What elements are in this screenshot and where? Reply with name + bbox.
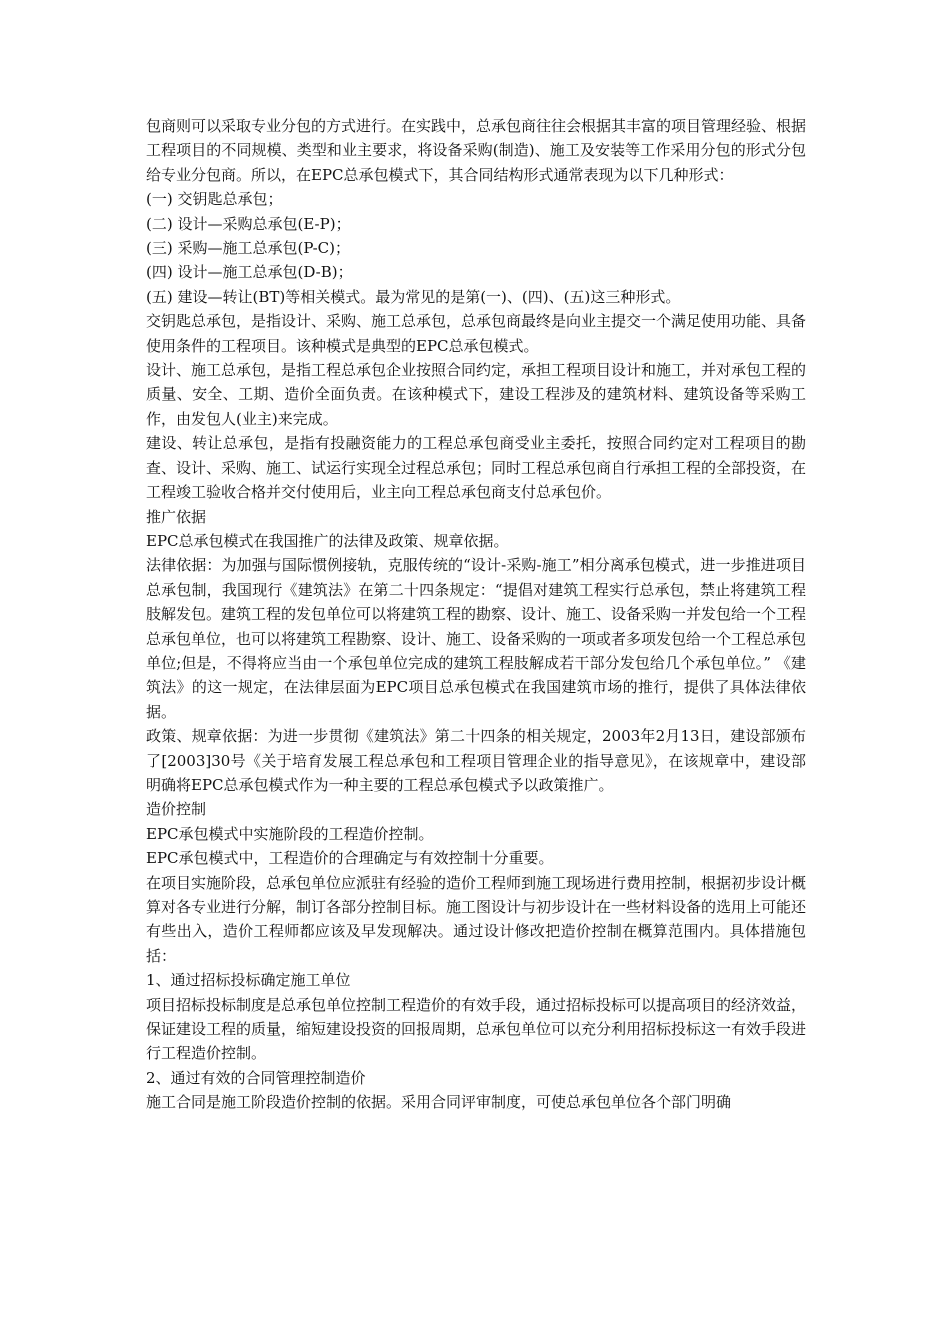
subheading-bidding: 1、通过招标投标确定施工单位	[146, 971, 351, 990]
list-item-design-procure: (二) 设计—采购总承包(E-P)；	[146, 214, 351, 233]
document-body	[146, 114, 806, 1115]
section-heading-promotion: 推广依据	[146, 507, 207, 526]
paragraph-implementation-stage: 在项目实施阶段，总承包单位应派驻有经验的造价工程师到施工现场进行费用控制，根据初步设计概算对各专业进行分解，制订各部分控制目标。施工图设计与初步设计在一些材料设备的选用上可能还有些出入，造价工程师都应该及早发现解决。通过设计修改把造价控制在概算范围内。具体措施包括：	[146, 873, 807, 965]
paragraph-turnkey: 交钥匙总承包，是指设计、采购、施工总承包，总承包商最终是向业主提交一个满足使用功能、具备使用条件的工程项目。该种模式是典型的EPC总承包模式。	[146, 312, 807, 355]
paragraph-bidding: 项目招标投标制度是总承包单位控制工程造价的有效手段，通过招标投标可以提高项目的经济效益，保证建设工程的质量，缩短建设投资的回报周期，总承包单位可以充分利用招标投标这一有效手段进行工程造价控制。	[146, 995, 807, 1063]
paragraph-policy-basis: 政策、规章依据：为进一步贯彻《建筑法》第二十四条的相关规定，2003年2月13日，建设部颁布了[2003]30号《关于培育发展工程总承包和工程项目管理企业的指导意见》，在该规章中，建设部明确将EPC总承包模式作为一种主要的工程总承包模式予以政策推广。	[146, 727, 806, 794]
paragraph-design-build: 设计、施工总承包，是指工程总承包企业按照合同约定，承担工程项目设计和施工，并对承包工程的质量、安全、工期、造价全面负责。在该种模式下，建设工程涉及的建筑材料、建筑设备等采购工作，由发包人(业主)来完成。	[146, 361, 807, 428]
list-item-design-build: (四) 设计—施工总承包(D-B)；	[146, 263, 353, 282]
subheading-contract-management: 2、通过有效的合同管理控制造价	[146, 1068, 366, 1087]
paragraph-legal-basis: 法律依据：为加强与国际惯例接轨，克服传统的“设计-采购-施工”相分离承包模式，进一步推进项目总承包制，我国现行《建筑法》在第二十四条规定：“提倡对建筑工程实行总承包，禁止将建筑工程肢解发包。建筑工程的发包单位可以将建筑工程的勘察、设计、施工、设备采购一并发包给一个工程总承包单位，也可以将建筑工程勘察、设计、施工、设备采购的一项或者多项发包给一个工程总承包单位;但是，不得将应当由一个承包单位完成的建筑工程肢解成若干部分发包给几个承包单位。” 《建筑法》的这一规定，在法律层面为EPC项目总承包模式在我国建筑市场的推行，提供了具体法律依据。	[146, 556, 807, 721]
list-item-turnkey: (一) 交钥匙总承包；	[146, 190, 283, 209]
paragraph-contract-management: 施工合同是施工阶段造价控制的依据。采用合同评审制度，可使总承包单位各个部门明确	[146, 1093, 732, 1112]
paragraph-cost-control-stage: EPC承包模式中实施阶段的工程造价控制。	[146, 824, 434, 843]
list-item-procure-construct: (三) 采购—施工总承包(P-C)；	[146, 239, 350, 258]
paragraph-build-transfer: 建设、转让总承包，是指有投融资能力的工程总承包商受业主委托，按照合同约定对工程项目的勘查、设计、采购、施工、试运行实现全过程总承包；同时工程总承包商自行承担工程的全部投资，在工程竣工验收合格并交付使用后，业主向工程总承包商支付总承包价。	[146, 434, 807, 502]
section-heading-cost-control: 造价控制	[146, 800, 207, 819]
paragraph-cost-control-importance: EPC承包模式中，工程造价的合理确定与有效控制十分重要。	[146, 849, 554, 868]
list-item-build-transfer: (五) 建设—转让(BT)等相关模式。最为常见的是第(一)、(四)、(五)这三种形式。	[146, 287, 681, 306]
paragraph-intro: 包商则可以采取专业分包的方式进行。在实践中，总承包商往往会根据其丰富的项目管理经验、根据工程项目的不同规模、类型和业主要求，将设备采购(制造)、施工及安装等工作采用分包的形式分包给专业分包商。所以，在EPC总承包模式下，其合同结构形式通常表现为以下几种形式：	[146, 117, 807, 184]
paragraph-promotion-summary: EPC总承包模式在我国推广的法律及政策、规章依据。	[146, 531, 509, 550]
